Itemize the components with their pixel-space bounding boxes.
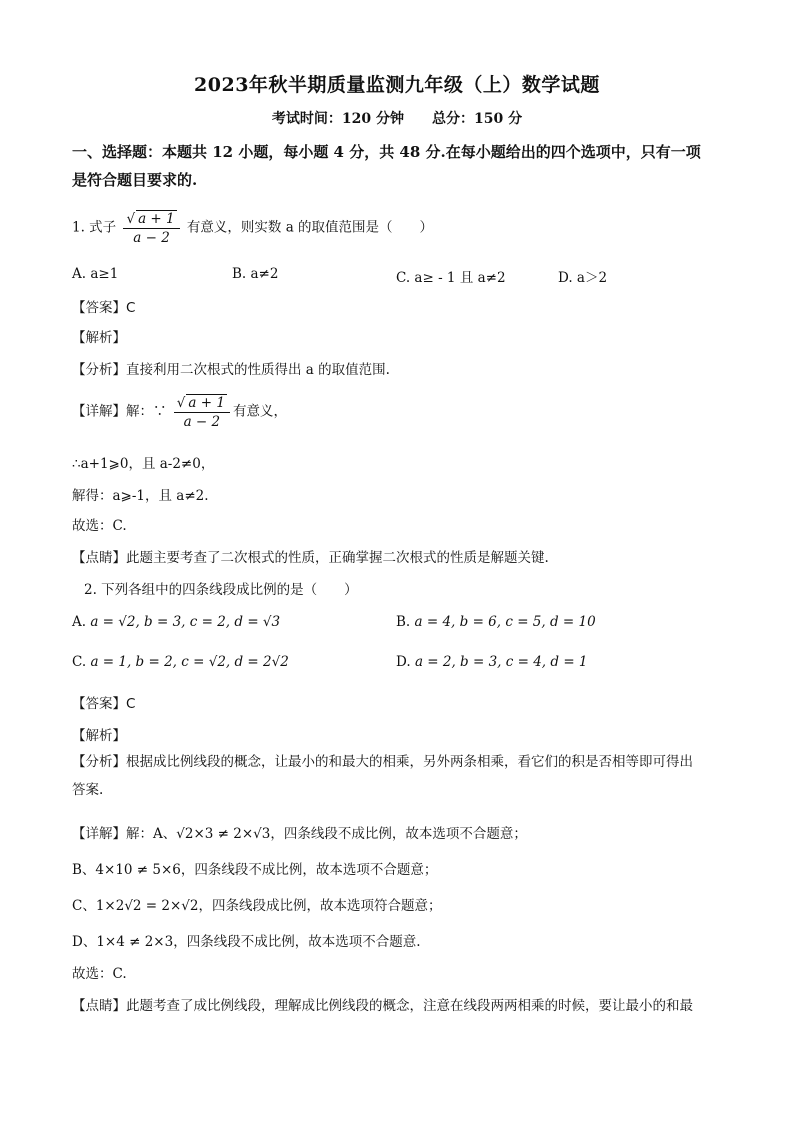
question-1-stem <box>72 210 433 246</box>
question-1-suffix: 有意义，则实数 a 的取值范围是（ ） <box>186 219 434 236</box>
detail-fraction <box>174 394 230 430</box>
q2-option-c: C. a = 1, b = 2, c = √2, d = 2√2 <box>72 654 289 670</box>
fenxi-tag: 【分析】 <box>72 754 126 770</box>
detail-tag: 【详解】 <box>72 826 126 842</box>
q2-analysis-tag: 【解析】 <box>72 728 126 744</box>
section-heading-line1: 一、选择题：本题共 12 小题，每小题 4 分，共 48 分.在每小题给出的四个选项中，只有一项 <box>72 143 701 161</box>
q2-detail-c: C、1×2√2 = 2×√2，四条线段成比例，故本选项符合题意； <box>72 898 442 914</box>
q1-step-1: ∴a+1⩾0，且 a-2≠0， <box>72 456 215 472</box>
fenxi-text: 直接利用二次根式的性质得出 a 的取值范围. <box>126 362 390 378</box>
answer-tag: 【答案】 <box>72 696 126 712</box>
q1-option-b: B. a≠2 <box>232 266 279 282</box>
note-tag: 【点睛】 <box>72 550 126 566</box>
section-heading-line2: 是符合题目要求的. <box>72 171 198 189</box>
q1-option-c: C. a≥ - 1 且 a≠2 <box>396 270 506 286</box>
q2-detail-d: D、1×4 ≠ 2×3，四条线段不成比例，故本选项不合题意. <box>72 934 421 950</box>
q2-detail-b: B、4×10 ≠ 5×6，四条线段不成比例，故本选项不合题意； <box>72 862 438 878</box>
q1-option-a: A. a≥1 <box>72 266 119 282</box>
q2-conclusion: 故选：C. <box>72 966 127 982</box>
q1-step-2: 解得：a⩾-1，且 a≠2. <box>72 488 209 504</box>
note-tag: 【点睛】 <box>72 998 126 1014</box>
q1-analysis-tag: 【解析】 <box>72 330 126 346</box>
q1-note <box>72 546 549 566</box>
fraction-numerator: √ a + 1 <box>174 394 230 413</box>
q1-fenxi <box>72 358 390 378</box>
q1-answer <box>72 296 135 316</box>
fraction-numerator: √ a + 1 <box>123 210 179 229</box>
section-heading <box>72 138 732 194</box>
answer-tag: 【答案】 <box>72 300 126 316</box>
detail-prefix: 解：∵ <box>126 403 167 420</box>
exam-info <box>0 108 794 128</box>
q2-answer <box>72 692 135 712</box>
detail-suffix: 有意义， <box>232 403 287 420</box>
page-title: 2023年秋半期质量监测九年级（上）数学试题 <box>194 74 600 96</box>
question-1-prefix: 1. 式子 <box>72 219 117 236</box>
note-text: 此题主要考查了二次根式的性质，正确掌握二次根式的性质是解题关键. <box>126 550 549 566</box>
q2-detail-a <box>72 822 527 842</box>
q1-option-d: D. a＞2 <box>558 270 608 286</box>
detail-a-text: 解：A、√2×3 ≠ 2×√3，四条线段不成比例，故本选项不合题意； <box>126 826 527 842</box>
q1-detail <box>72 394 287 430</box>
exam-time: 考试时间：120 分钟 <box>271 111 404 127</box>
fenxi-line-2: 答案. <box>72 782 104 798</box>
answer-value: C <box>126 300 136 316</box>
note-text: 此题考查了成比例线段，理解成比例线段的概念，注意在线段两两相乘的时候，要让最小的和最 <box>126 998 693 1014</box>
q2-option-d: D. a = 2, b = 3, c = 4, d = 1 <box>396 654 588 670</box>
detail-tag: 【详解】 <box>72 403 126 420</box>
q1-step-3: 故选：C. <box>72 518 127 534</box>
q2-option-b: B. a = 4, b = 6, c = 5, d = 10 <box>396 614 596 630</box>
answer-value: C <box>126 696 136 712</box>
fraction-denominator: a − 2 <box>133 230 170 246</box>
q2-option-a: A. a = √2, b = 3, c = 2, d = √3 <box>72 614 281 630</box>
q2-note <box>72 994 693 1014</box>
fraction-denominator: a − 2 <box>183 414 221 430</box>
question-2-stem: 2. 下列各组中的四条线段成比例的是（ ） <box>84 582 358 598</box>
fenxi-tag: 【分析】 <box>72 362 126 378</box>
exam-total-score: 总分：150 分 <box>432 111 523 127</box>
fenxi-line-1: 根据成比例线段的概念，让最小的和最大的相乘，另外两条相乘，看它们的积是否相等即可得出 <box>126 754 693 770</box>
question-1-fraction <box>123 210 179 246</box>
q2-fenxi <box>72 748 732 804</box>
